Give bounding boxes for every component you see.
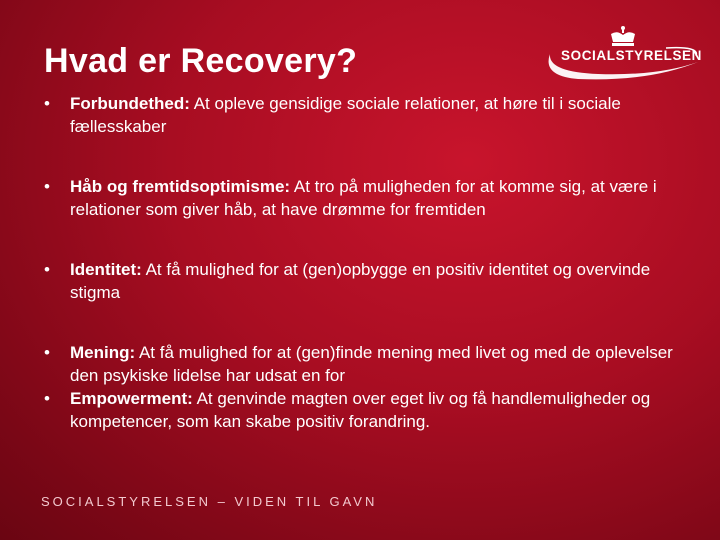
bullet-dot: •: [44, 343, 50, 362]
bullet-list: [44, 92, 684, 433]
bullet-term: Håb og fremtidsoptimisme:: [70, 177, 291, 196]
bullet-term: Identitet:: [70, 260, 142, 279]
socialstyrelsen-logo: [538, 24, 708, 92]
bullet-text: At tro på muligheden for at komme sig, at være i relationer som giver håb, at have drømme for fremtiden: [70, 177, 657, 219]
logo-text: SOCIALSTYRELSEN: [561, 48, 703, 63]
bullet-dot: •: [44, 94, 50, 113]
bullet-dot: •: [44, 177, 50, 196]
bullet-mening: [44, 341, 684, 387]
bullet-identitet: [44, 258, 684, 304]
bullet-dot: •: [44, 260, 50, 279]
bullet-haab: [44, 175, 684, 221]
bullet-dot: •: [44, 389, 50, 408]
bullet-term: Forbundethed:: [70, 94, 190, 113]
bullet-text: At opleve gensidige sociale relationer, at høre til i sociale fællesskaber: [70, 94, 621, 136]
bullet-text: At få mulighed for at (gen)finde mening med livet og med de oplevelser den psykiske lidelse har udsat en for: [70, 343, 673, 385]
footer-tagline: SOCIALSTYRELSEN – VIDEN TIL GAVN: [41, 494, 378, 509]
bullet-term: Empowerment:: [70, 389, 193, 408]
slide-title: Hvad er Recovery?: [44, 42, 358, 80]
bullet-term: Mening:: [70, 343, 136, 362]
bullet-forbundethed: [44, 92, 684, 138]
bullet-text: At få mulighed for at (gen)opbygge en positiv identitet og overvinde stigma: [70, 260, 651, 302]
bullet-text: At genvinde magten over eget liv og få handlemuligheder og kompetencer, som kan skabe positiv forandring.: [70, 389, 651, 431]
crown-icon: [611, 26, 635, 46]
bullet-empowerment: [44, 387, 684, 433]
